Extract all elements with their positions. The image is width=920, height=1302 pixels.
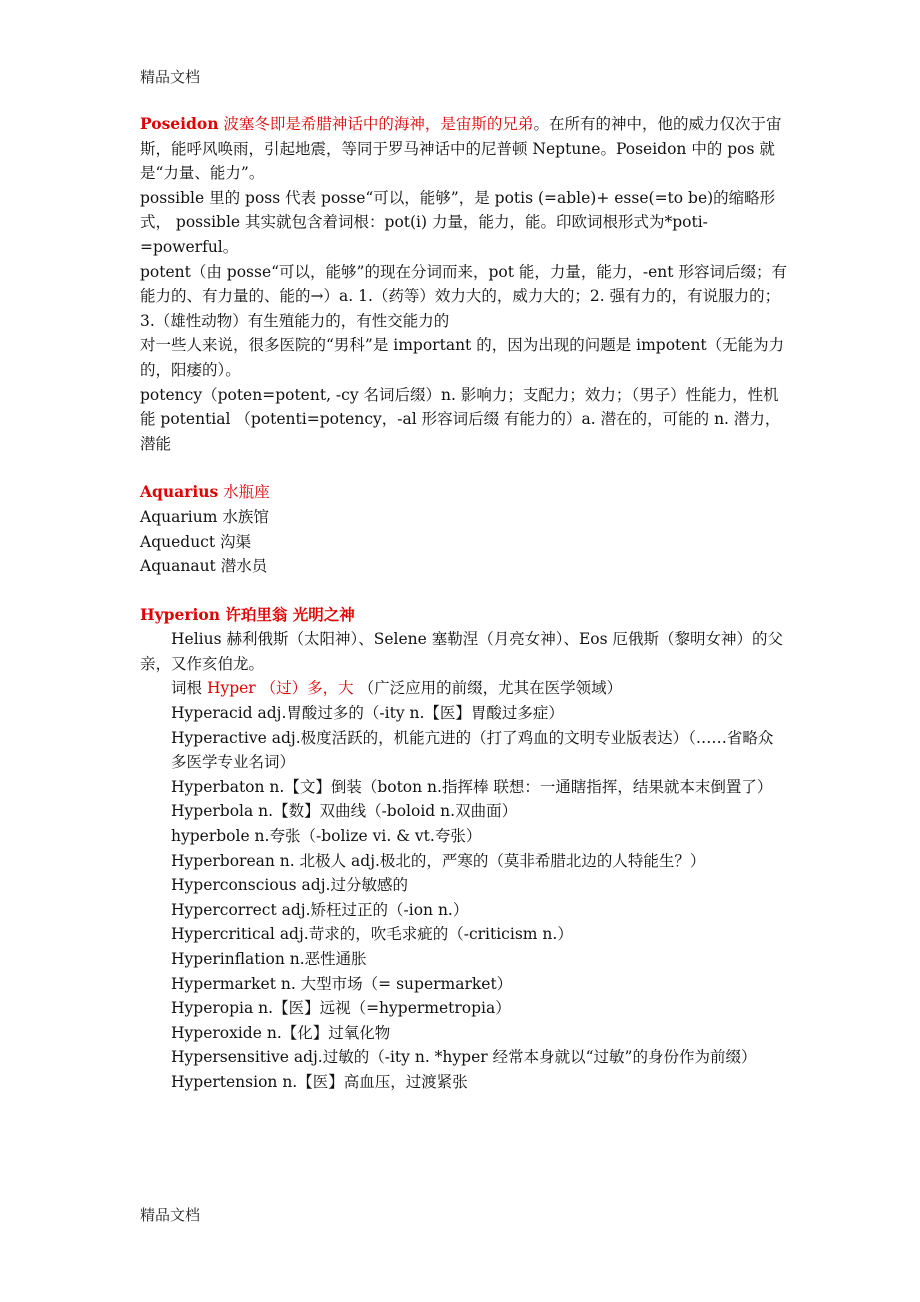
spacer [140, 456, 788, 480]
hyper-word: Hypermarket n. 大型市场（= supermarket） [171, 974, 513, 993]
hyper-word: Hyperborean n. 北极人 adj.极北的，严寒的（莫非希腊北边的人特能生？） [171, 851, 706, 870]
aquarius-heading [140, 480, 788, 505]
poseidon-title: Poseidon [140, 114, 219, 133]
hyper-word: hyperbole n.夸张（-bolize vi. & vt.夸张） [171, 827, 482, 846]
aquarius-title-cn: 水瓶座 [218, 483, 270, 502]
aquarius-word: Aqueduct 沟渠 [140, 532, 252, 551]
hyper-root-prefix: 词根 [171, 679, 207, 698]
hyper-word: Hyperbaton n.【文】倒装（boton n.指挥棒 联想：一通瞎指挥，结果就本末倒置了） [171, 777, 773, 796]
aquarius-word: Aquanaut 潜水员 [140, 557, 268, 576]
hyper-word: Hypercorrect adj.矫枉过正的（-ion n.） [171, 900, 469, 919]
poseidon-paragraph [140, 112, 788, 186]
impotent-paragraph: 对一些人来说，很多医院的“男科”是 important 的，因为出现的问题是 impotent（无能为力的，阳痿的）。 [140, 336, 785, 379]
aquarius-title: Aquarius [140, 482, 219, 502]
hyper-word: Hyperacid adj.胃酸过多的（-ity n.【医】胃酸过多症） [171, 704, 564, 723]
hyper-word: Hypercritical adj.苛求的，吹毛求疵的（-criticism n.） [171, 925, 573, 944]
hyper-word: Hyperinflation n.恶性通胀 [171, 950, 367, 968]
hyper-root-note: （广泛应用的前缀，尤其在医学领域） [353, 679, 623, 698]
hyper-word: Hyperoxide n.【化】过氧化物 [171, 1023, 391, 1042]
document-body [140, 112, 788, 1095]
hyper-word: Hypersensitive adj.过敏的（-ity n. *hyper 经常本身就以“过敏”的身份作为前缀）Hypertension n.【医】高血压，过渡紧张 [171, 1048, 757, 1091]
possible-paragraph: possible 里的 poss 代表 posse“可以，能够”，是 potis (=able)+ esse(=to be)的缩略形式， possible 其实就包含着词根：pot(i) 力量，能力，能。印欧词根形式为*poti-=powerful。 [140, 188, 776, 256]
poseidon-text: 。在所有的神中，他的威力仅次于宙斯，能呼风唤雨，引起地震，等同于罗马神话中的尼普顿 Neptune。Poseidon 中的 pos 就是“力量、能力”。 [140, 115, 782, 183]
spacer [140, 579, 788, 603]
page-header: 精品文档 [140, 68, 201, 86]
hyperion-title: Hyperion 许珀里翁 光明之神 [140, 604, 355, 624]
poseidon-title-cn: 波塞冬即是希腊神话中的海神，是宙斯的兄弟 [218, 115, 534, 133]
hyper-word: Hyperconscious adj.过分敏感的 [171, 876, 408, 895]
potency-paragraph: potency（poten=potent, -cy 名词后缀）n. 影响力；支配力；效力；（男子）性能力，性机能 potential （potenti=potency，-al 形容词后缀 有能力的）a. 潜在的，可能的 n. 潜力，潜能 [140, 385, 781, 453]
potent-paragraph: potent（由 posse“可以，能够”的现在分词而来，pot 能，力量，能力，-ent 形容词后缀；有能力的、有力量的、能的→）a. 1.（药等）效力大的，威力大的；2. 强有力的，有说服力的；3.（雄性动物）有生殖能力的，有性交能力的 [140, 262, 787, 330]
hyper-word: Hyperbola n.【数】双曲线（-boloid n.双曲面） [171, 802, 518, 821]
hyper-root-line [140, 676, 788, 701]
hyperion-intro: Helius 赫利俄斯（太阳神）、Selene 塞勒涅（月亮女神）、Eos 厄俄斯（黎明女神）的父亲，又作亥伯龙。 [140, 630, 784, 673]
hyper-word: Hyperactive adj.极度活跃的，机能亢进的（打了鸡血的文明专业版表达）（……省略众多医学专业名词） [171, 728, 774, 772]
page-footer: 精品文档 [140, 1206, 201, 1224]
hyper-root-red: Hyper （过）多，大 [206, 679, 354, 698]
aquarius-word: Aquarium 水族馆 [140, 507, 269, 526]
hyper-word: Hyperopia n.【医】远视（=hypermetropia） [171, 999, 511, 1018]
